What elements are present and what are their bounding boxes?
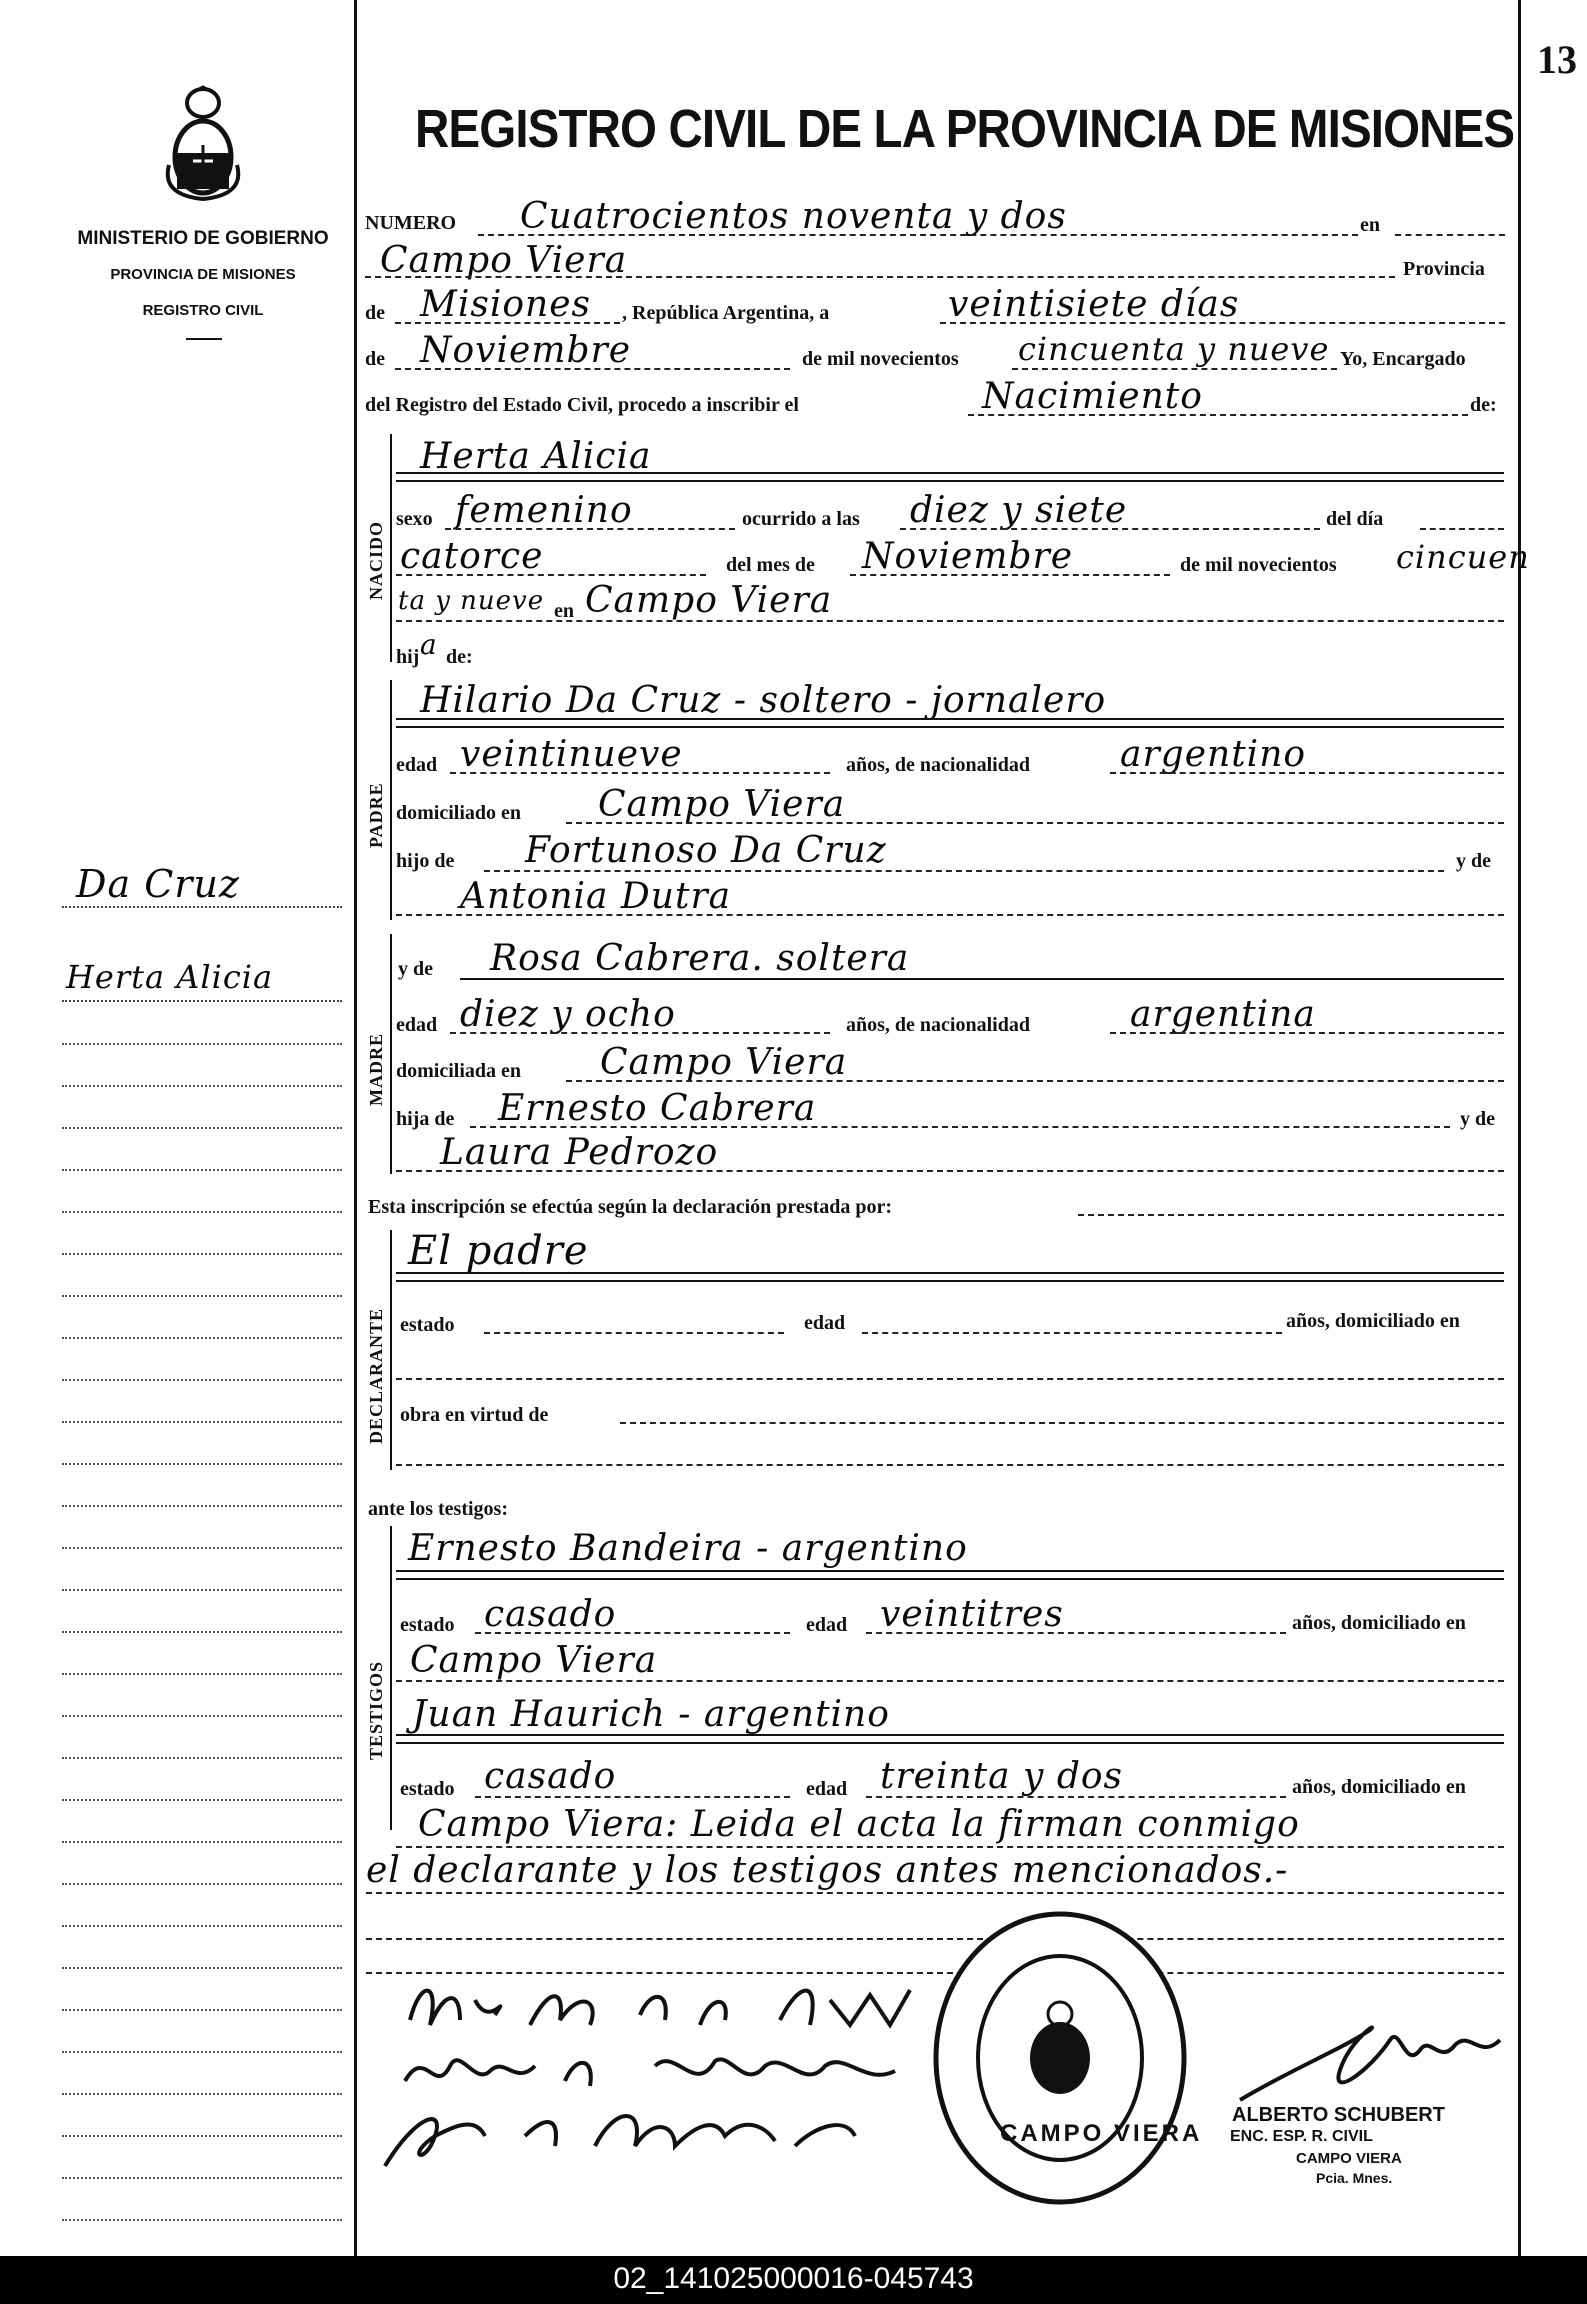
field-line [900,528,1320,530]
madre-madre: Laura Pedrozo [440,1132,719,1173]
label-hijo: hij [396,646,420,668]
nacido-mes: Noviembre [862,536,1074,577]
margin-line [62,1295,342,1297]
field-line [396,726,1504,728]
label-domiciliada: domiciliada en [396,1060,522,1082]
label-edad: edad [396,754,438,776]
testigo1-estado: casado [484,1594,617,1635]
page-title: REGISTRO CIVIL DE LA PROVINCIA DE MISIONES [415,99,1515,159]
field-line [1395,234,1505,236]
margin-line [62,1883,342,1885]
field-line [396,1378,1504,1380]
field-mes: Noviembre [420,330,632,371]
nacido-hijo-suffix: a [420,628,438,661]
label-edad: edad [396,1014,438,1036]
margin-line [62,1043,342,1045]
label-del-registro: del Registro del Estado Civil, procedo a inscribir el [365,394,799,416]
margin-line [62,906,342,908]
field-numero: Cuatrocientos noventa y dos [520,196,1067,237]
testigo2-estado: casado [484,1756,617,1797]
field-line [395,368,790,370]
testigos-bracket [390,1526,392,1830]
margin-line [62,1337,342,1339]
field-line [478,234,1358,236]
nacido-nombre: Herta Alicia [420,436,652,477]
margin-line [62,2177,342,2179]
field-line [396,1272,1504,1274]
field-line [460,978,1504,980]
field-line [365,276,1395,278]
madre-bracket [390,934,392,1174]
label-anos-dom: años, domiciliado en [1292,1776,1466,1798]
field-line [866,1796,1286,1798]
field-line [566,822,1504,824]
nacido-sexo: femenino [455,490,633,531]
declarante-nombre: El padre [408,1228,589,1274]
testigo2-nombre: Juan Haurich - argentino [412,1694,890,1735]
label-provincia: Provincia [1403,258,1485,280]
section-label-nacido: NACIDO [366,520,386,600]
label-inscripcion: Esta inscripción se efectúa según la declaración prestada por: [368,1196,893,1218]
label-ocurrido: ocurrido a las [742,508,860,530]
section-label-testigos: TESTIGOS [366,1660,386,1760]
field-line [396,1846,1504,1848]
left-border-line [354,0,357,2256]
field-line [1420,528,1504,530]
label-de-mil2: de mil novecientos [1180,554,1337,576]
label-en2: en [554,600,574,622]
field-line [1012,368,1337,370]
label-estado: estado [400,1614,455,1636]
field-line [396,718,1504,720]
signature-father [400,1970,940,2040]
label-yo-encargado: Yo, Encargado [1340,348,1466,370]
margin-line [62,1421,342,1423]
margin-line [62,1631,342,1633]
label-anos-nac: años, de nacionalidad [846,754,1030,776]
label-y-de: y de [1456,850,1491,872]
ministry-line2: PROVINCIA DE MISIONES [110,266,296,283]
margin-line [62,1253,342,1255]
official-seal-icon [930,1908,1190,2208]
margin-line [62,1589,342,1591]
section-label-padre: PADRE [366,782,386,848]
madre-nombre: Rosa Cabrera. soltera [490,938,910,979]
footer-id: 02_141025000016-045743 [613,2262,974,2295]
margin-line [62,1169,342,1171]
field-line [1110,1032,1504,1034]
ministry-divider [186,338,222,340]
label-estado: estado [400,1314,455,1336]
margin-line [62,2093,342,2095]
margin-line [62,1967,342,1969]
label-hijo-de2: hijo de [396,850,455,872]
label-edad: edad [806,1614,848,1636]
field-line [850,574,1170,576]
margin-given-names: Herta Alicia [66,958,274,996]
field-line [396,1734,1504,1736]
field-line [484,1332,784,1334]
right-border-line [1518,0,1521,2256]
official-stamp-line2: ENC. ESP. R. CIVIL [1230,2128,1373,2145]
section-label-declarante: DECLARANTE [366,1307,386,1444]
field-line [396,620,1504,622]
field-line [450,772,830,774]
label-ante-testigos: ante los testigos: [368,1498,508,1520]
field-dia: veintisiete días [948,284,1240,325]
margin-line [62,1925,342,1927]
margin-line [62,1085,342,1087]
field-line [450,1032,830,1034]
padre-nacionalidad: argentino [1120,734,1307,775]
margin-line [62,1463,342,1465]
nacido-dia: catorce [400,536,544,577]
field-line [396,1570,1504,1572]
field-line [862,1332,1282,1334]
nacido-hora: diez y siete [910,490,1128,531]
field-localidad: Campo Viera [380,240,628,281]
label-de-colon2: de: [446,646,473,668]
margin-line [62,1547,342,1549]
padre-madre: Antonia Dutra [460,876,732,917]
field-line [968,414,1468,416]
field-anio: cincuenta y nueve [1018,330,1330,368]
margin-line [62,2135,342,2137]
page-number: 13 [1537,37,1577,82]
testigo2-domicilio: Campo Viera: Leida el acta la firman conmigo [418,1804,1300,1845]
margin-line [62,1757,342,1759]
padre-edad: veintinueve [460,734,683,775]
field-line [445,528,735,530]
label-anos-dom: años, domiciliado en [1292,1612,1466,1634]
padre-nombre: Hilario Da Cruz - soltero - jornalero [420,680,1107,721]
label-estado: estado [400,1778,455,1800]
ministry-line1: MINISTERIO DE GOBIERNO [77,228,329,249]
field-line [396,1280,1504,1282]
label-edad: edad [806,1778,848,1800]
margin-line [62,2051,342,2053]
field-line [396,1578,1504,1580]
declarante-bracket [390,1230,392,1470]
testigo1-edad: veintitres [880,1594,1064,1635]
field-line [396,1680,1504,1682]
margin-line [62,1211,342,1213]
margin-line [62,1000,342,1002]
padre-bracket [390,680,392,920]
label-de: de [365,348,385,370]
field-line [484,870,1444,872]
margin-line [62,1127,342,1129]
nacido-bracket [390,434,392,662]
madre-domicilio: Campo Viera [600,1042,848,1083]
field-line [1078,1214,1504,1216]
madre-nacionalidad: argentina [1130,994,1316,1035]
field-line [475,1796,790,1798]
nacido-anio-b: ta y nueve [398,586,545,616]
field-line [396,574,706,576]
label-del-dia: del día [1326,508,1384,530]
label-de-mil: de mil novecientos [802,348,959,370]
label-y-de2: y de [398,958,433,980]
label-domiciliado: domiciliado en [396,802,522,824]
field-line [566,1080,1504,1082]
field-line [396,914,1504,916]
field-line [396,472,1504,474]
label-anos-dom: años, domiciliado en [1286,1310,1460,1332]
field-line [940,322,1505,324]
official-stamp-line1: ALBERTO SCHUBERT [1232,2104,1445,2126]
margin-line [62,1799,342,1801]
field-line [475,1632,790,1634]
field-tipo: Nacimiento [982,376,1203,417]
field-line [366,1892,1504,1894]
field-line [396,1464,1504,1466]
field-line [1110,772,1504,774]
margin-line [62,1841,342,1843]
margin-line [62,1673,342,1675]
nacido-lugar: Campo Viera [585,580,833,621]
margin-line [62,2219,342,2221]
field-line [396,1170,1504,1172]
label-de: de [365,302,385,324]
label-del-mes: del mes de [726,554,815,576]
label-hija-de: hija de [396,1108,455,1130]
label-obra: obra en virtud de [400,1404,549,1426]
field-line [866,1632,1286,1634]
cierre-text: el declarante y los testigos antes mencionados.- [366,1850,1289,1891]
seal-center-text: CAMPO VIERA [1000,2120,1203,2147]
label-sexo: sexo [396,508,433,530]
label-de-colon: de: [1470,394,1497,416]
testigo1-domicilio: Campo Viera [410,1640,658,1681]
margin-surname: Da Cruz [76,862,240,906]
field-line [470,1126,1450,1128]
madre-edad: diez y ocho [460,994,676,1035]
margin-line [62,2009,342,2011]
section-label-madre: MADRE [366,1033,386,1106]
ministry-line3: REGISTRO CIVIL [142,302,264,319]
margin-line [62,1715,342,1717]
padre-domicilio: Campo Viera [598,784,846,825]
coat-of-arms-icon [155,85,251,205]
margin-line [62,1505,342,1507]
madre-padre: Ernesto Cabrera [498,1088,817,1129]
field-line [396,480,1504,482]
margin-line [62,1379,342,1381]
label-numero: NUMERO [365,212,457,234]
official-stamp-line4: Pcia. Mnes. [1316,2170,1393,2186]
label-en: en [1360,214,1380,236]
padre-padre: Fortunoso Da Cruz [525,830,887,871]
nacido-anio-a: cincuen [1396,538,1530,576]
label-edad: edad [804,1312,846,1334]
official-stamp-line3: CAMPO VIERA [1296,2150,1402,2167]
field-line [395,322,620,324]
signature-witness2 [375,2096,895,2176]
testigo1-nombre: Ernesto Bandeira - argentino [408,1528,968,1569]
testigo2-edad: treinta y dos [880,1756,1124,1797]
label-republica: , República Argentina, a [622,302,830,324]
field-provincia: Misiones [420,284,592,325]
field-line [620,1422,1504,1424]
label-y-de: y de [1460,1108,1495,1130]
field-line [396,1742,1504,1744]
signature-official [1230,2010,1510,2110]
label-anos-nac: años, de nacionalidad [846,1014,1030,1036]
